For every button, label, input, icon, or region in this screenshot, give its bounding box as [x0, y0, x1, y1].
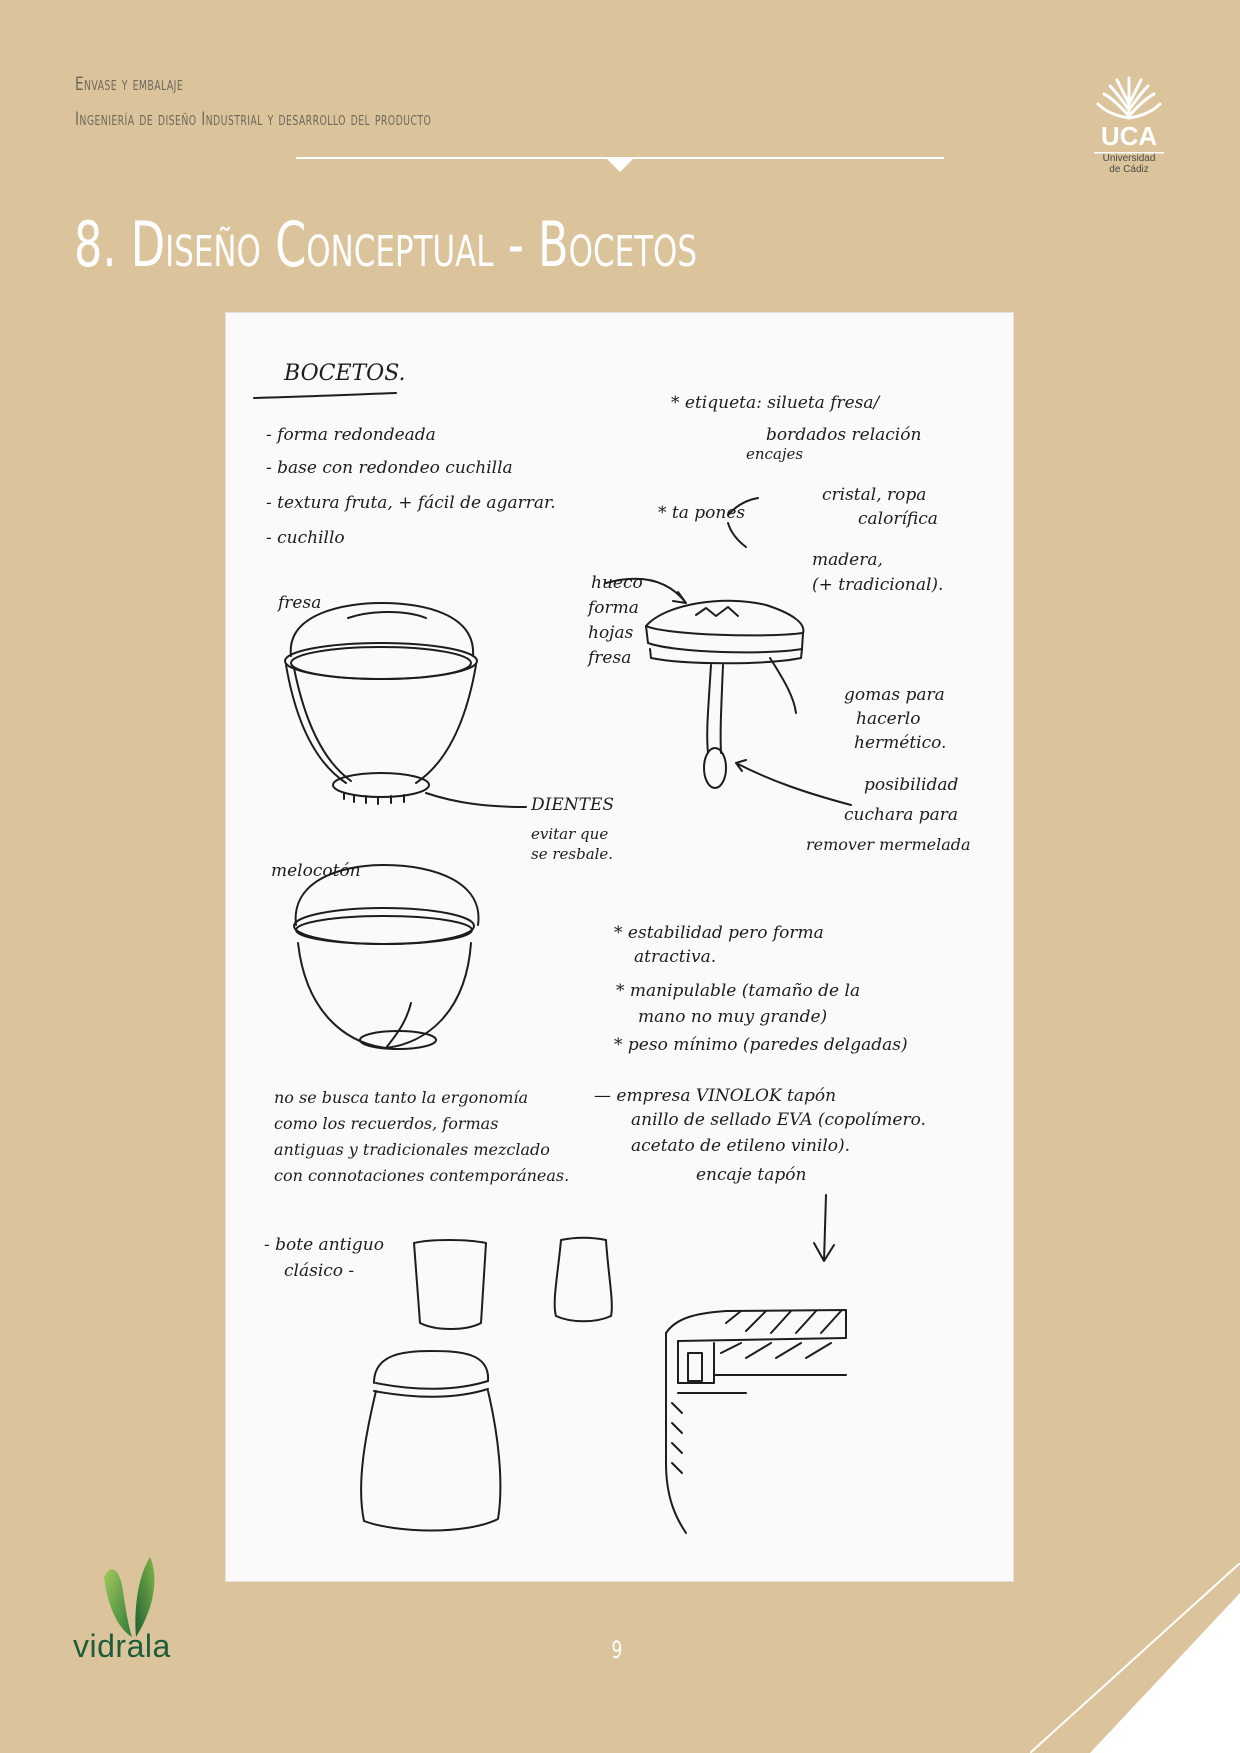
- sketch-empresa: anillo de sellado EVA (copolímero.: [631, 1110, 926, 1130]
- sketch-tapon-option: calorífica: [858, 509, 938, 529]
- sketch-estabilidad: atractiva.: [634, 947, 717, 967]
- sketch-dientes: se resbale.: [531, 845, 614, 863]
- sketch-empresa: — empresa VINOLOK tapón: [594, 1086, 837, 1106]
- uca-logo-name: UCA: [1100, 121, 1158, 151]
- sketch-melocoton-label: melocotón: [271, 861, 361, 881]
- sketch-fresa-label: fresa: [278, 593, 322, 613]
- sketch-ergonomia: no se busca tanto la ergonomía: [274, 1088, 529, 1107]
- sketch-hueco: fresa: [588, 648, 632, 668]
- sketch-dientes: DIENTES: [531, 795, 615, 815]
- sketch-posibilidad: posibilidad: [864, 775, 959, 795]
- sketch-gomas: hermético.: [854, 733, 947, 753]
- header-degree: Ingeniería de diseño Industrial y desarrollo del producto: [75, 108, 432, 130]
- sketch-tapon-option: madera,: [812, 550, 883, 570]
- sketch-note: - textura fruta, + fácil de agarrar.: [266, 493, 556, 513]
- sketch-remover: remover mermelada: [806, 835, 971, 854]
- sketch-note: - cuchillo: [266, 528, 345, 548]
- header-course: Envase y embalaje: [75, 73, 184, 95]
- sketch-manipulable: mano no muy grande): [638, 1007, 828, 1027]
- sketch-bote: - bote antiguo: [264, 1235, 384, 1255]
- sketch-estabilidad: * estabilidad pero forma: [614, 923, 824, 943]
- sketch-peso: * peso mínimo (paredes delgadas): [614, 1035, 908, 1055]
- page-number: 9: [611, 1636, 623, 1664]
- sketch-ergonomia: como los recuerdos, formas: [274, 1114, 499, 1133]
- sketch-gomas: gomas para: [844, 685, 945, 705]
- sketch-cuchara: cuchara para: [844, 805, 959, 825]
- sketch-tapones: * ta pones: [658, 503, 746, 523]
- corner-decoration: [1030, 1563, 1240, 1753]
- sketch-empresa: acetato de etileno vinilo).: [631, 1136, 851, 1156]
- sketch-etiqueta: bordados relación: [766, 425, 922, 445]
- sketch-photo: [226, 313, 1013, 1581]
- sketch-note: - forma redondeada: [266, 425, 436, 445]
- sketch-tapon-option: cristal, ropa: [822, 485, 927, 505]
- sketch-ergonomia: antiguas y tradicionales mezclado: [274, 1140, 550, 1159]
- sketch-note: - base con redondeo cuchilla: [266, 458, 513, 478]
- sketch-hueco: forma: [588, 598, 639, 618]
- sketch-dientes: evitar que: [531, 825, 609, 843]
- sketch-hueco: hojas: [588, 623, 634, 643]
- vidrala-logo-text: vidrala: [73, 1628, 171, 1664]
- sketch-manipulable: * manipulable (tamaño de la: [616, 981, 861, 1001]
- sketch-gomas: hacerlo: [856, 709, 921, 729]
- sketch-tapon-option: (+ tradicional).: [812, 575, 944, 595]
- header-rule-notch: [606, 158, 634, 172]
- sketch-hueco: hueco: [591, 573, 643, 593]
- sketch-encaje: encaje tapón: [696, 1165, 807, 1185]
- sketch-heading: BOCETOS.: [284, 361, 406, 386]
- sketch-etiqueta: encajes: [746, 445, 804, 463]
- page-title: 8. Diseño Conceptual - Bocetos: [74, 208, 698, 281]
- uca-logo-subtitle: Universidad de Cádiz: [1102, 153, 1156, 175]
- sketch-ergonomia: con connotaciones contemporáneas.: [274, 1166, 570, 1185]
- sketch-bote: clásico -: [284, 1261, 355, 1281]
- sketch-etiqueta: * etiqueta: silueta fresa/: [671, 393, 880, 413]
